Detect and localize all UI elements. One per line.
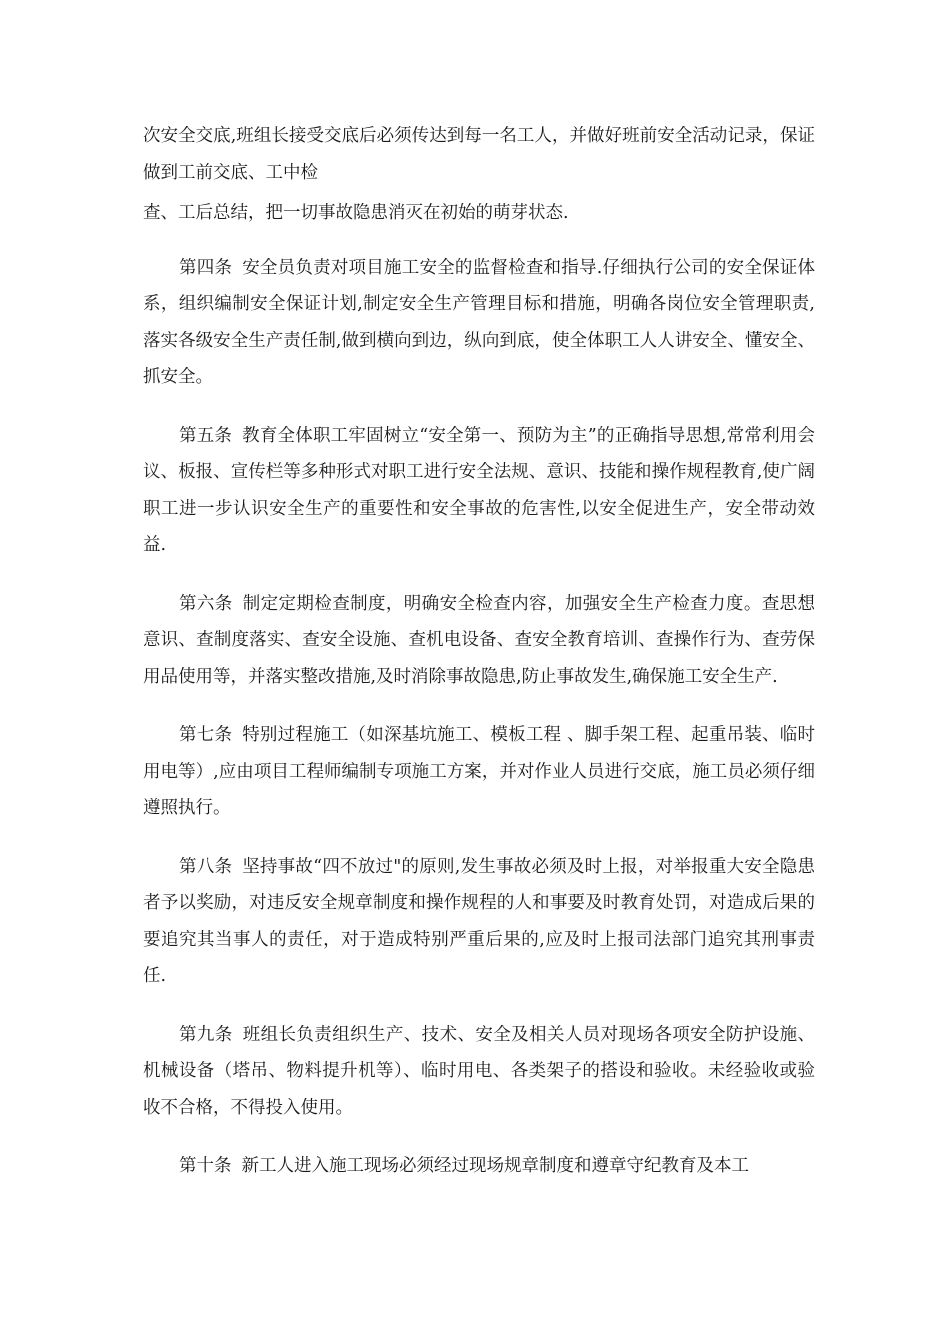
intro-paragraph: [143, 118, 815, 191]
intro-line-1: 次安全交底,班组长接受交底后必须传达到每一名工人，并做好班前安全活动记录，保证做到工前交底、工中检: [143, 126, 815, 183]
article-number: 第八条: [179, 856, 233, 877]
article-number: 第九条: [179, 1024, 233, 1045]
document-page: [143, 118, 815, 1207]
article-text: 安全员负责对项目施工安全的监督检查和指导.仔细执行公司的安全保证体系，组织编制安全保证计划,制定安全生产管理目标和措施，明确各岗位安全管理职责,落实各级安全生产责任制,做到横向到边，纵向到底，使全体职工人人讲安全、懂安全、抓安全。: [143, 257, 816, 387]
article-9: [143, 1017, 815, 1127]
article-4: [143, 250, 815, 396]
article-number: 第十条: [179, 1156, 232, 1176]
article-text: 班组长负责组织生产、技术、安全及相关人员对现场各项安全防护设施、机械设备（塔吊、物料提升机等）、临时用电、各类架子的搭设和验收。未经验收或验收不合格，不得投入使用。: [143, 1024, 816, 1118]
article-5: [143, 418, 815, 564]
article-7: [143, 717, 815, 827]
intro-line-2: 查、工后总结，把一切事故隐患消灭在初始的萌芽状态.: [143, 203, 569, 223]
article-number: 第六条: [179, 593, 233, 614]
article-number: 第四条: [179, 257, 233, 278]
article-text: 坚持事故“四不放过"的原则,发生事故必须及时上报，对举报重大安全隐患者予以奖励，对违反安全规章制度和操作规程的人和事要及时教育处罚，对造成后果的要追究其当事人的责任，对于造成特别严重后果的,应及时上报司法部门追究其刑事责任.: [143, 856, 815, 986]
article-10: [143, 1148, 815, 1185]
article-text: 制定定期检查制度，明确安全检查内容，加强安全生产检查力度。查思想意识、查制度落实、查安全设施、查机电设备、查安全教育培训、查操作行为、查劳保用品使用等，并落实整改措施,及时消除事故隐患,防止事故发生,确保施工安全生产.: [143, 593, 816, 687]
article-6: [143, 586, 815, 696]
article-text: 特别过程施工（如深基坑施工、模板工程 、脚手架工程、起重吊装、临时用电等）,应由项目工程师编制专项施工方案，并对作业人员进行交底，施工员必须仔细遵照执行。: [143, 725, 816, 818]
article-number: 第五条: [179, 425, 233, 446]
article-number: 第七条: [179, 725, 233, 745]
article-8: [143, 849, 815, 995]
article-text: 教育全体职工牢固树立“安全第一、预防为主”的正确指导思想,常常利用会议、板报、宣传栏等多种形式对职工进行安全法规、意识、技能和操作规程教育,使广阔职工进一步认识安全生产的重要性和安全事故的危害性,以安全促进生产，安全带动效益.: [143, 425, 815, 555]
intro-continuation: [143, 195, 815, 232]
article-text: 新工人进入施工现场必须经过现场规章制度和遵章守纪教育及本工: [241, 1156, 749, 1176]
